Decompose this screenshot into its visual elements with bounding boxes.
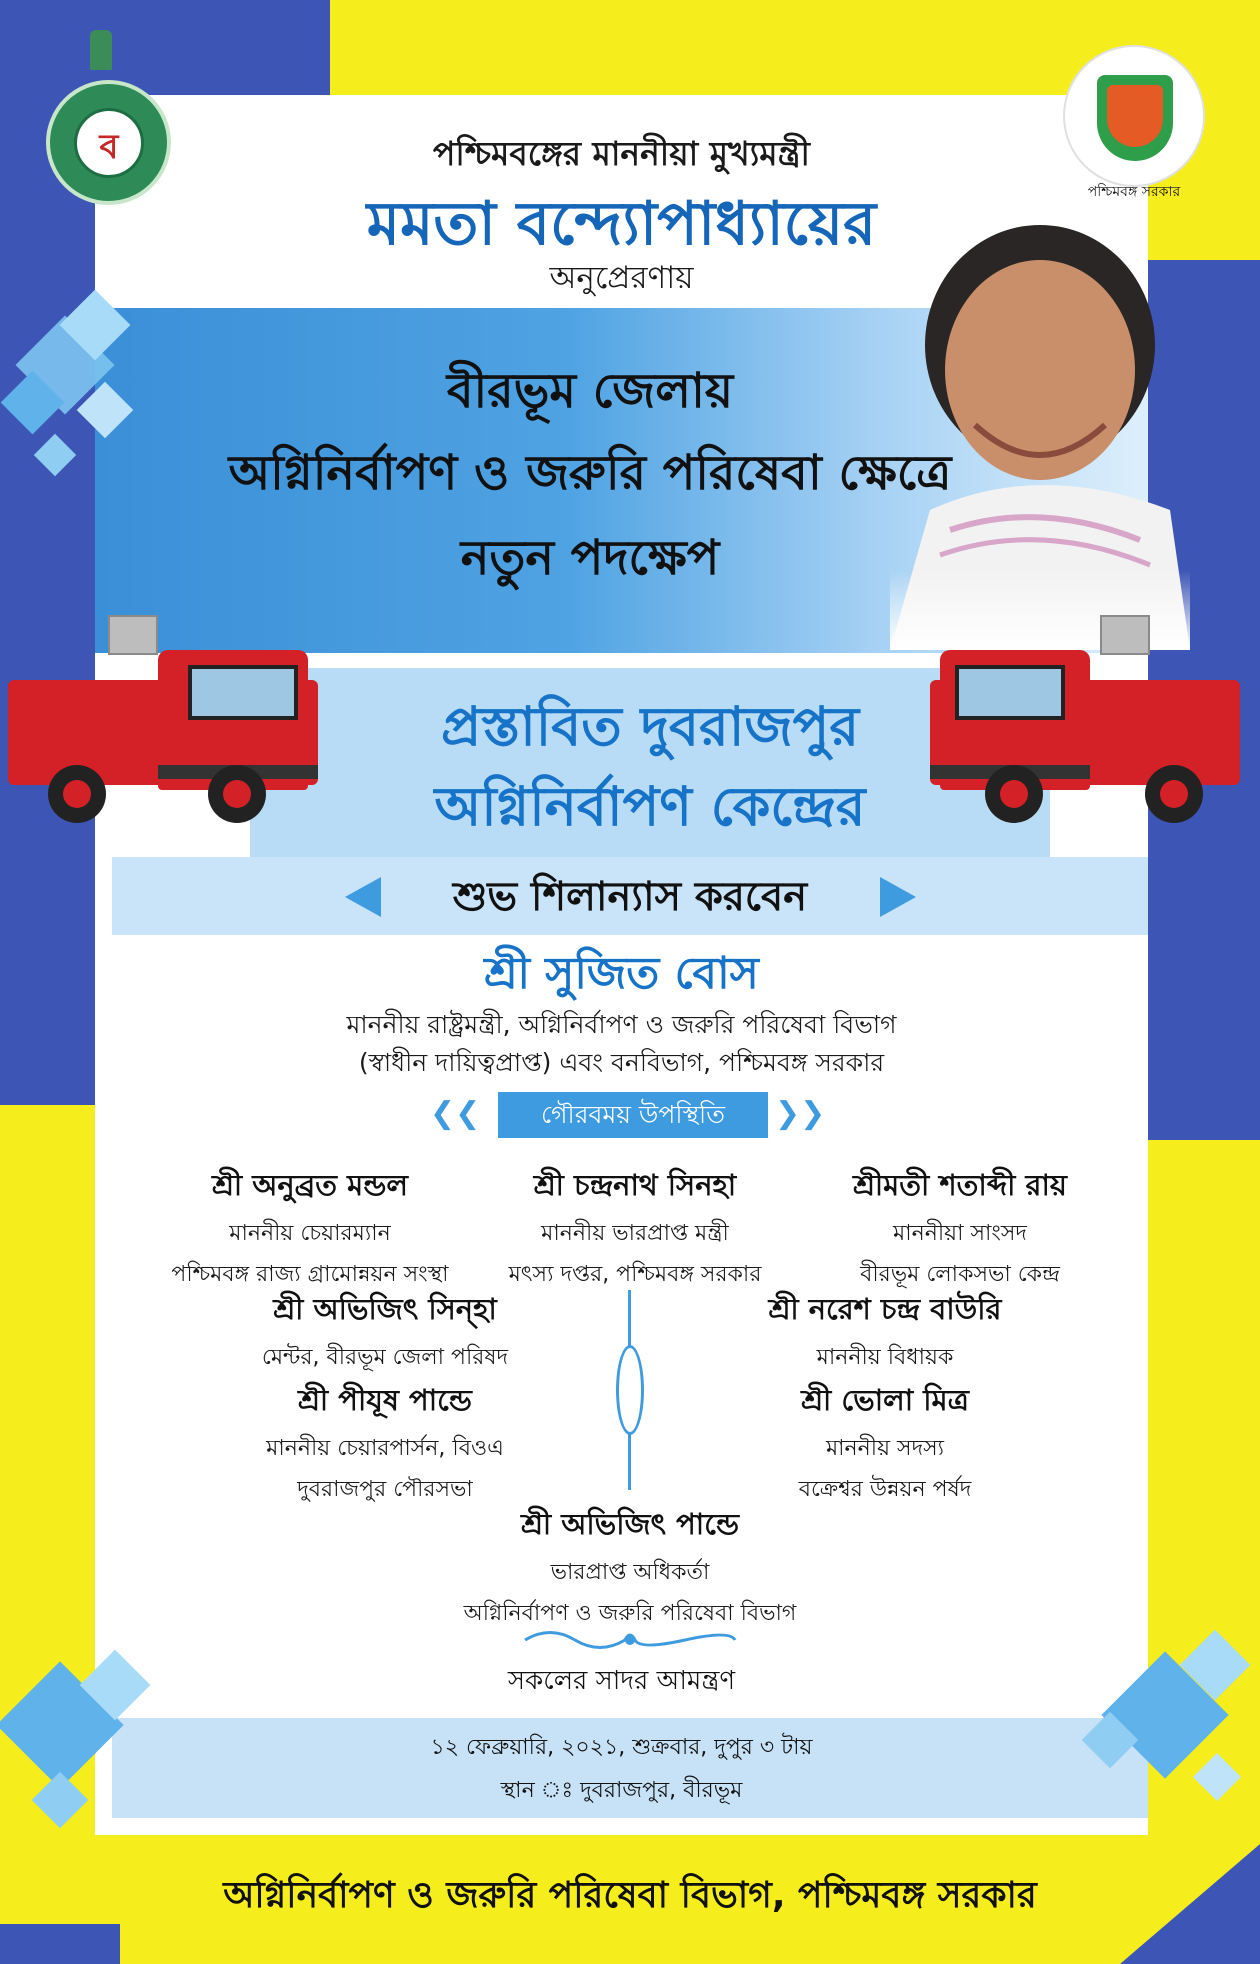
- guest-4: [220, 1287, 550, 1377]
- hero-line-2: অগ্নিনির্বাপণ ও জরুরি পরিষেবা ক্ষেত্রে: [228, 445, 952, 501]
- hero-line-1: বীরভূম জেলায়: [446, 363, 734, 419]
- guest-role: মাননীয়া সাংসদ: [893, 1221, 1027, 1246]
- guest-role: মাননীয় ভারপ্রাপ্ত মন্ত্রী: [541, 1221, 729, 1246]
- dept-logo-caption: পশ্চিমবঙ্গ সরকার: [1087, 184, 1181, 200]
- guest-name: শ্রী ভোলা মিত্র: [801, 1383, 969, 1417]
- guest-name: শ্রী পীযূষ পান্ডে: [298, 1383, 472, 1417]
- guest-role: মাননীয় চেয়ারম্যান: [229, 1221, 391, 1246]
- guest-role: ভারপ্রাপ্ত অধিকর্তা: [550, 1560, 710, 1585]
- guest-name: শ্রী চন্দ্রনাথ সিনহা: [533, 1168, 737, 1202]
- guest-org: বীরভূম লোকসভা কেন্দ্র: [860, 1262, 1060, 1287]
- chief-guest-role-1: মাননীয় রাষ্ট্রমন্ত্রী, অগ্নিনির্বাপণ ও জরুরি পরিষেবা বিভাগ: [346, 1010, 897, 1039]
- chief-guest-role-2: (স্বাধীন দায়িত্বপ্রাপ্ত) এবং বনবিভাগ, পশ্চিমবঙ্গ সরকার: [358, 1048, 885, 1077]
- guest-role: মাননীয় চেয়ারপার্সন, বিওএ: [266, 1436, 504, 1461]
- divider-ornament-icon: [616, 1345, 644, 1435]
- department-footer: অগ্নিনির্বাপণ ও জরুরি পরিষেবা বিভাগ, পশ্চিমবঙ্গ সরকার: [223, 1875, 1037, 1916]
- event-venue: স্থান ঃ দুবরাজপুর, বীরভূম: [500, 1778, 743, 1803]
- cm-title: পশ্চিমবঙ্গের মাননীয়া মুখ্যমন্ত্রী: [433, 134, 810, 173]
- guest-3: [800, 1163, 1120, 1294]
- guest-2: [470, 1163, 800, 1294]
- ceremony-label: শুভ শিলান্যাস করবেন: [452, 874, 808, 920]
- guest-8: [420, 1502, 840, 1633]
- guest-name: শ্রী নরেশ চন্দ্র বাউরি: [768, 1292, 1002, 1326]
- ornament-left-icon: ❮❮: [430, 1096, 481, 1131]
- guest-org: পশ্চিমবঙ্গ রাজ্য গ্রামোন্নয়ন সংস্থা: [171, 1262, 449, 1287]
- guest-role: মাননীয় বিধায়ক: [816, 1345, 954, 1370]
- guest-5: [720, 1287, 1050, 1377]
- guest-role: মেন্টর, বীরভূম জেলা পরিষদ: [261, 1345, 509, 1370]
- guest-1: [130, 1163, 490, 1294]
- invitation-text: সকলের সাদর আমন্ত্রণ: [507, 1666, 736, 1696]
- guest-name: শ্রীমতী শতাব্দী রায়: [853, 1168, 1067, 1202]
- guest-name: শ্রী অনুব্রত মন্ডল: [211, 1168, 409, 1202]
- flourish-icon: [520, 1625, 740, 1655]
- seal-letter: ব: [99, 127, 119, 167]
- guest-7: [720, 1378, 1050, 1509]
- guest-org: অগ্নিনির্বাপণ ও জরুরি পরিষেবা বিভাগ: [463, 1601, 797, 1626]
- guest-org: বক্রেশ্বর উন্নয়ন পর্ষদ: [798, 1477, 972, 1502]
- inspiration-text: অনুপ্রেরণায়: [549, 260, 694, 296]
- guest-name: শ্রী অভিজিৎ সিন্হা: [273, 1292, 497, 1326]
- ornament-right-icon: ❯❯: [775, 1096, 826, 1131]
- chief-guest-name: শ্রী সুজিত বোস: [484, 948, 759, 999]
- event-date: ১২ ফেব্রুয়ারি, ২০২১, শুক্রবার, দুপুর ৩ টায়: [430, 1735, 813, 1760]
- guest-org: দুবরাজপুর পৌরসভা: [297, 1477, 473, 1502]
- guest-name: শ্রী অভিজিৎ পান্ডে: [520, 1507, 740, 1541]
- cm-name: মমতা বন্দ্যোপাধ্যায়ের: [366, 189, 877, 259]
- blue-frame-top: [0, 0, 330, 95]
- guest-6: [220, 1378, 550, 1509]
- national-emblem-icon: [90, 30, 112, 70]
- guest-role: মাননীয় সদস্য: [825, 1436, 945, 1461]
- project-line-1: প্রস্তাবিত দুবরাজপুর: [440, 695, 860, 758]
- hero-line-3: নতুন পদক্ষেপ: [460, 530, 720, 586]
- guest-org: মৎস্য দপ্তর, পশ্চিমবঙ্গ সরকার: [508, 1262, 762, 1287]
- blue-corner-bottom-left: [0, 1924, 120, 1964]
- honor-label: গৌরবময় উপস্থিতি: [498, 1092, 768, 1138]
- project-line-2: অগ্নিনির্বাপণ কেন্দ্রের: [434, 775, 866, 838]
